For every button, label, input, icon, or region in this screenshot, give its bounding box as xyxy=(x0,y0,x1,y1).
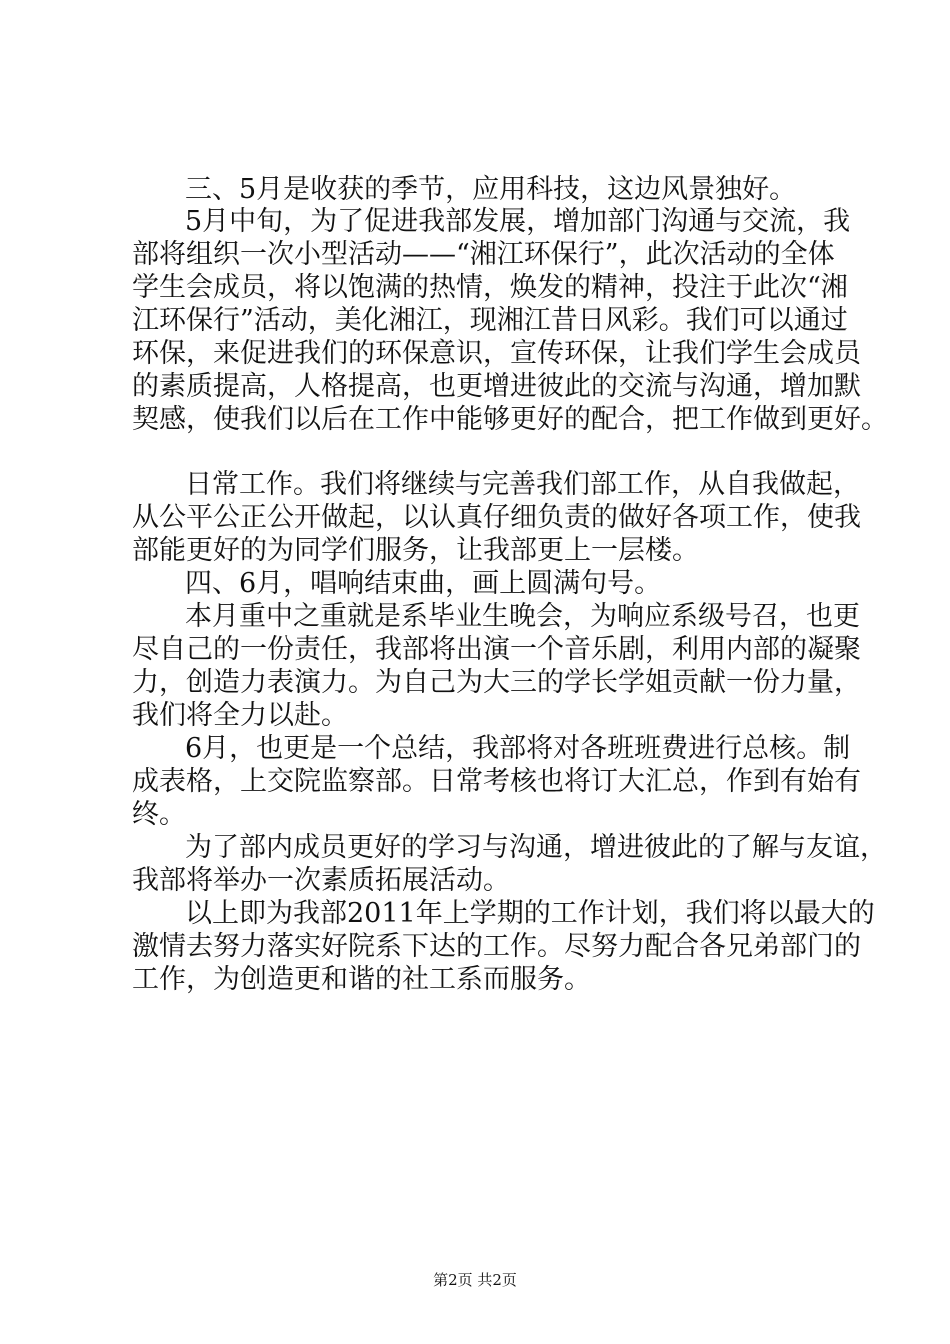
text-line: 部将组织一次小型活动——“湘江环保行”，此次活动的全体 xyxy=(132,239,835,270)
text-line: 三、5月是收获的季节，应用科技，这边风景独好。 xyxy=(185,174,797,205)
text-line: 的素质提高，人格提高，也更增进彼此的交流与沟通，增加默 xyxy=(132,371,861,402)
text-line: 力，创造力表演力。为自己为大三的学长学姐贡献一份力量， xyxy=(132,667,861,698)
text-line: 终。 xyxy=(132,799,186,830)
text-line: 我部将举办一次素质拓展活动。 xyxy=(132,865,510,896)
text-line: 学生会成员，将以饱满的热情，焕发的精神，投注于此次“湘 xyxy=(132,272,848,303)
text-line: 以上即为我部2011年上学期的工作计划，我们将以最大的 xyxy=(185,898,875,929)
text-line: 四、6月，唱响结束曲，画上圆满句号。 xyxy=(185,568,662,599)
text-line: 尽自己的一份责任，我部将出演一个音乐剧，利用内部的凝聚 xyxy=(132,634,861,665)
text-line: 激情去努力落实好院系下达的工作。尽努力配合各兄弟部门的 xyxy=(132,931,861,962)
text-line: 5月中旬，为了促进我部发展，增加部门沟通与交流，我 xyxy=(185,206,851,237)
text-line: 环保，来促进我们的环保意识，宣传环保，让我们学生会成员 xyxy=(132,338,861,369)
text-line: 本月重中之重就是系毕业生晚会，为响应系级号召，也更 xyxy=(185,601,860,632)
text-line: 为了部内成员更好的学习与沟通，增进彼此的了解与友谊， xyxy=(185,832,887,863)
page-footer: 第2页 共2页 xyxy=(433,1271,517,1289)
text-line: 日常工作。我们将继续与完善我们部工作，从自我做起， xyxy=(185,469,860,500)
text-line: 我们将全力以赴。 xyxy=(132,700,348,731)
text-line: 部能更好的为同学们服务，让我部更上一层楼。 xyxy=(132,535,699,566)
text-line: 工作，为创造更和谐的社工系而服务。 xyxy=(132,964,591,995)
text-line: 成表格，上交院监察部。日常考核也将订大汇总，作到有始有 xyxy=(132,766,861,797)
text-line: 从公平公正公开做起，以认真仔细负责的做好各项工作，使我 xyxy=(132,502,861,533)
text-line: 江环保行”活动，美化湘江，现湘江昔日风彩。我们可以通过 xyxy=(132,305,848,336)
text-line: 6月，也更是一个总结，我部将对各班班费进行总核。制 xyxy=(185,733,851,764)
text-line: 契感，使我们以后在工作中能够更好的配合，把工作做到更好。 xyxy=(132,404,888,435)
